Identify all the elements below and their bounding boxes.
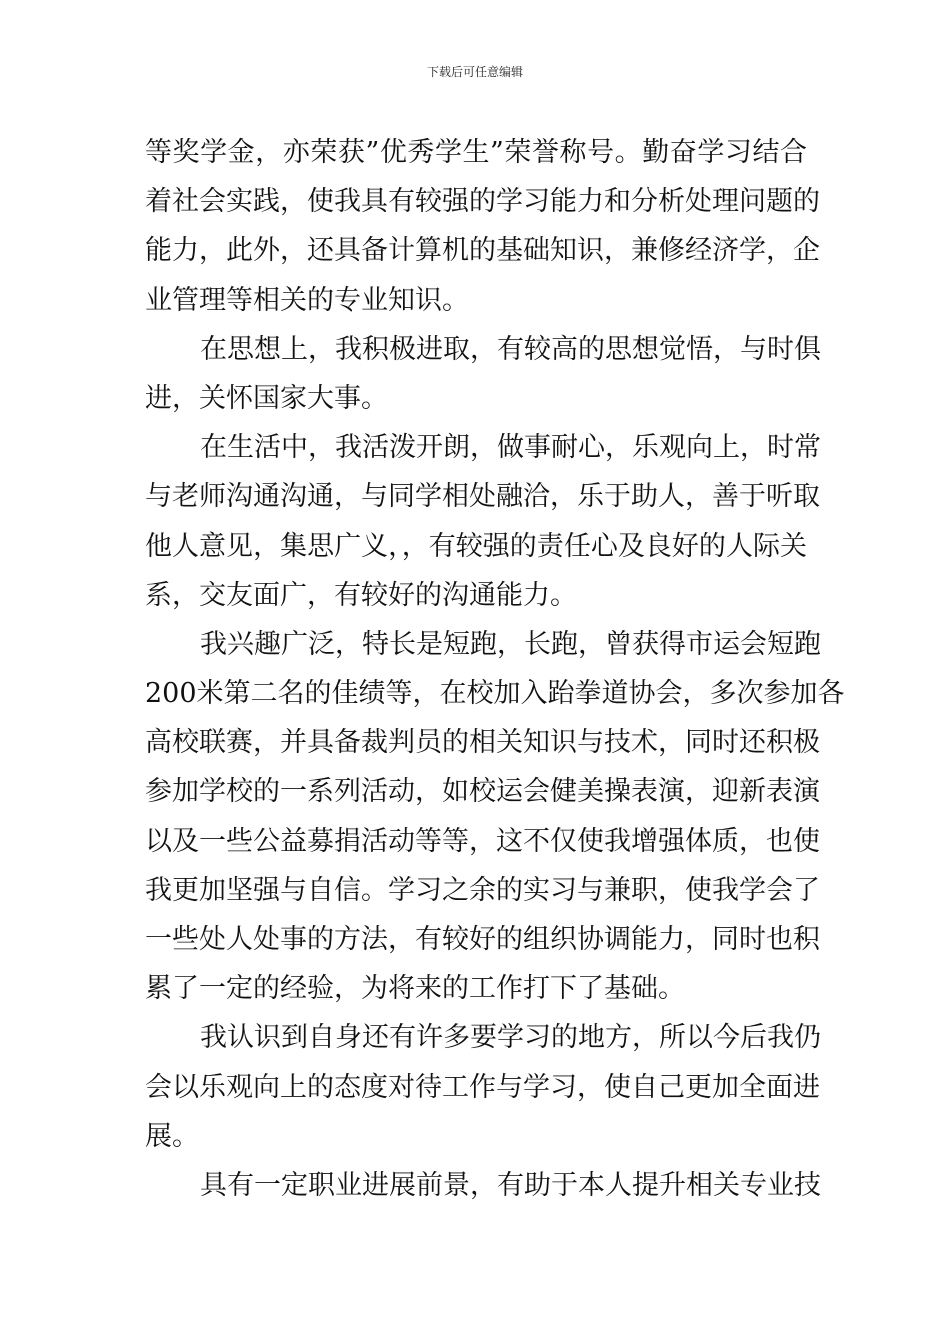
- text-line: 与老师沟通沟通，与同学相处融洽，乐于助人，善于听取: [145, 481, 820, 513]
- text-line: 在生活中，我活泼开朗，做事耐心，乐观向上，时常: [200, 432, 821, 464]
- text-line: 进，关怀国家大事。: [145, 382, 388, 414]
- document-body: [145, 128, 845, 1210]
- text-line: 我更加坚强与自信。学习之余的实习与兼职，使我学会了: [145, 874, 820, 906]
- text-line: 着社会实践，使我具有较强的学习能力和分析处理问题的: [145, 186, 820, 218]
- text-line: 高校联赛，并具备裁判员的相关知识与技术，同时还积极: [145, 727, 820, 759]
- text-line: 他人意见，集思广义，，有较强的责任心及良好的人际关: [145, 530, 807, 562]
- text-line: 累了一定的经验，为将来的工作打下了基础。: [145, 973, 685, 1005]
- text-line: 展。: [145, 1120, 199, 1152]
- text-line: 具有一定职业进展前景，有助于本人提升相关专业技: [200, 1169, 821, 1201]
- paragraph: [145, 1161, 821, 1210]
- paragraph: [145, 620, 845, 1014]
- paragraph: [145, 325, 821, 423]
- paragraph: [145, 1013, 821, 1161]
- text-line: 一些处人处事的方法，有较好的组织协调能力，同时也积: [145, 924, 820, 955]
- paragraph: [145, 423, 821, 620]
- text-line: 在思想上，我积极进取，有较高的思想觉悟，与时俱: [200, 333, 821, 365]
- text-line: 我认识到自身还有许多要学习的地方，所以今后我仍: [200, 1022, 821, 1054]
- text-line: 能力，此外，还具备计算机的基础知识，兼修经济学，企: [145, 235, 820, 267]
- text-line: 系，交友面广，有较好的沟通能力。: [145, 579, 577, 611]
- text-line: 我兴趣广泛，特长是短跑，长跑，曾获得市运会短跑: [200, 628, 821, 660]
- text-line: 以及一些公益募捐活动等等，这不仅使我增强体质，也使: [145, 825, 820, 857]
- text-line: 等奖学金，亦荣获”优秀学生”荣誉称号。勤奋学习结合: [145, 137, 807, 168]
- text-line: 业管理等相关的专业知识。: [145, 284, 469, 316]
- paragraph: [145, 128, 820, 325]
- page-header: 下载后可任意编辑: [426, 65, 523, 79]
- text-line: 会以乐观向上的态度对待工作与学习，使自己更加全面进: [145, 1071, 820, 1103]
- text-line: 200米第二名的佳绩等，在校加入跆拳道协会，多次参加各: [145, 678, 845, 710]
- text-line: 参加学校的一系列活动，如校运会健美操表演，迎新表演: [145, 776, 820, 808]
